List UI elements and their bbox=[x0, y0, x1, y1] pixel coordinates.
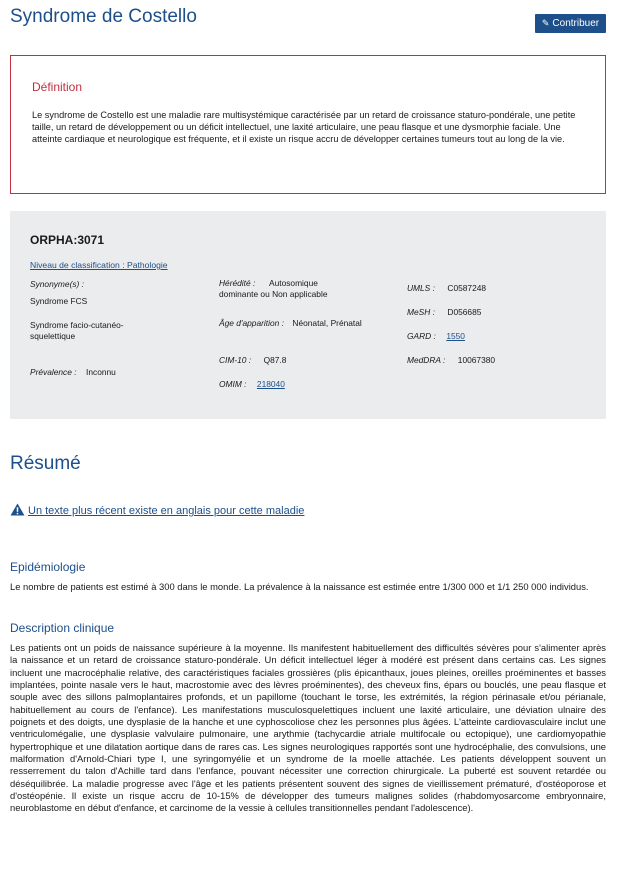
english-version-text: Un texte plus récent existe en anglais pour cette maladie bbox=[28, 505, 305, 517]
definition-text: Le syndrome de Costello est une maladie rare multisystémique caractérisée par un retard de croissance staturo-pondérale, une petite taille, un retard de développement ou un déficit intellectuel, une laxité articulaire, une peau flasque et une dysmorphie faciale. Une atteinte cardiaque et neurologique est fréquente, et il existe un risque accru de développer certaines tumeurs tout au long de la vie. bbox=[32, 110, 576, 145]
onset-row bbox=[219, 313, 362, 331]
cim10-value: Q87.8 bbox=[263, 355, 287, 365]
mesh-value: D056685 bbox=[447, 307, 482, 317]
clinical-description-heading: Description clinique bbox=[10, 621, 115, 635]
meddra-row bbox=[407, 350, 495, 368]
gard-label: GARD : bbox=[407, 331, 436, 341]
disease-info-panel bbox=[10, 211, 606, 419]
heredity-value: Autosomique dominante ou Non applicable bbox=[219, 278, 328, 299]
mesh-label: MeSH : bbox=[407, 307, 435, 317]
contribute-label: Contribuer bbox=[552, 18, 600, 29]
synonym-item: Syndrome FCS bbox=[30, 296, 88, 306]
orpha-code: ORPHA:3071 bbox=[30, 233, 105, 247]
page-title: Syndrome de Costello bbox=[10, 6, 197, 27]
prevalence-value: Inconnu bbox=[86, 367, 116, 377]
cim10-label: CIM-10 : bbox=[219, 355, 252, 365]
definition-box bbox=[10, 55, 606, 194]
pencil-icon: ✎ bbox=[541, 18, 550, 28]
prevalence-row bbox=[30, 362, 116, 380]
definition-heading: Définition bbox=[32, 80, 83, 94]
warning-icon bbox=[10, 503, 25, 519]
gard-link[interactable]: 1550 bbox=[446, 331, 465, 341]
summary-heading: Résumé bbox=[10, 453, 81, 474]
epidemiology-text: Le nombre de patients est estimé à 300 dans le monde. La prévalence à la naissance est estimée entre 1/300 000 et 1/1 250 000 individus. bbox=[10, 581, 589, 592]
mesh-row bbox=[407, 302, 481, 320]
umls-row bbox=[407, 278, 486, 296]
omim-link[interactable]: 218040 bbox=[256, 379, 285, 389]
epidemiology-heading: Epidémiologie bbox=[10, 560, 86, 574]
omim-label: OMIM : bbox=[219, 379, 247, 389]
heredity-label: Hérédité : bbox=[219, 278, 256, 288]
synonyms-label: Synonyme(s) : bbox=[30, 279, 84, 289]
umls-value: C0587248 bbox=[447, 283, 487, 293]
meddra-value: 10067380 bbox=[457, 355, 496, 365]
umls-label: UMLS : bbox=[407, 283, 435, 293]
onset-value: Néonatal, Prénatal bbox=[292, 318, 362, 328]
synonym-item: Syndrome facio-cutanéo-squelettique bbox=[30, 320, 124, 341]
onset-label: Âge d'apparition : bbox=[219, 318, 284, 328]
gard-row bbox=[407, 326, 465, 344]
omim-row bbox=[219, 374, 285, 392]
clinical-description-text: Les patients ont un poids de naissance supérieure à la moyenne. Ils manifestent habituellement des difficultés sévères pour s'alimenter après la naissance et un retard de croissance staturo-pondérale. Un déficit intellectuel léger à modéré est présent dans certains cas. Les signes incluent une macrocéphalie relative, des caractéristiques faciales grossières (plis épicanthaux, joues pleines, oreilles proéminentes et basses implantées, pointe nasale vers le haut, macrostomie avec des lèvres proéminentes), des cheveux fins, épars ou bouclés, une peau flasque et souple avec des sillons palmoplantaires profonds, et un papillome (touchant le torse, les extrémités, la région périnasale et/ou périanale, habituellement au cours de l'enfance). Les manifestations musculosquelettiques incluent une laxité articulaire, une déviation ulnaire des poignets et des doigts, une dysplasie de la hanche et une cyphoscoliose chez les personnes plus âgées. L'atteinte cardiovasculaire inclut une ventriculomégalie, une dysplasie valvulaire pulmonaire, une arythmie (tachycardie atriale multifocale ou ectopique), une cardiomyopathie hypertrophique et une dilatation aortique dans de rares cas. Les signes neurologiques rapportés sont une hydrocéphalie, des convulsions, une malformation d'Arnold-Chiari type I, une syringomyélie et un syndrome de la moelle attachée. Les patients développent souvent un resserrement du talon d'Achille tard dans l'enfance, pouvant nécessiter une correction chirurgicale. La puberté est souvent retardée ou déséquilibrée. La maladie progresse avec l'âge et les patients présentent souvent des signes de vieillissement prématuré, d'ostéoporose et d'ostéopénie. Il existe un risque accru de 10-15% de développer des tumeurs malignes solides (rhabdomyosarcome embryonnaire, neuroblastome en début d'enfance, et carcinome de la vessie à cellules transitionnelles pendant l'adolescence). bbox=[10, 642, 606, 814]
cim10-row bbox=[219, 350, 286, 368]
prevalence-label: Prévalence : bbox=[30, 367, 77, 377]
meddra-label: MedDRA : bbox=[407, 355, 446, 365]
contribute-button[interactable] bbox=[535, 14, 606, 33]
classification-link[interactable]: Niveau de classification : Pathologie bbox=[30, 260, 168, 270]
english-version-link[interactable] bbox=[10, 503, 304, 519]
